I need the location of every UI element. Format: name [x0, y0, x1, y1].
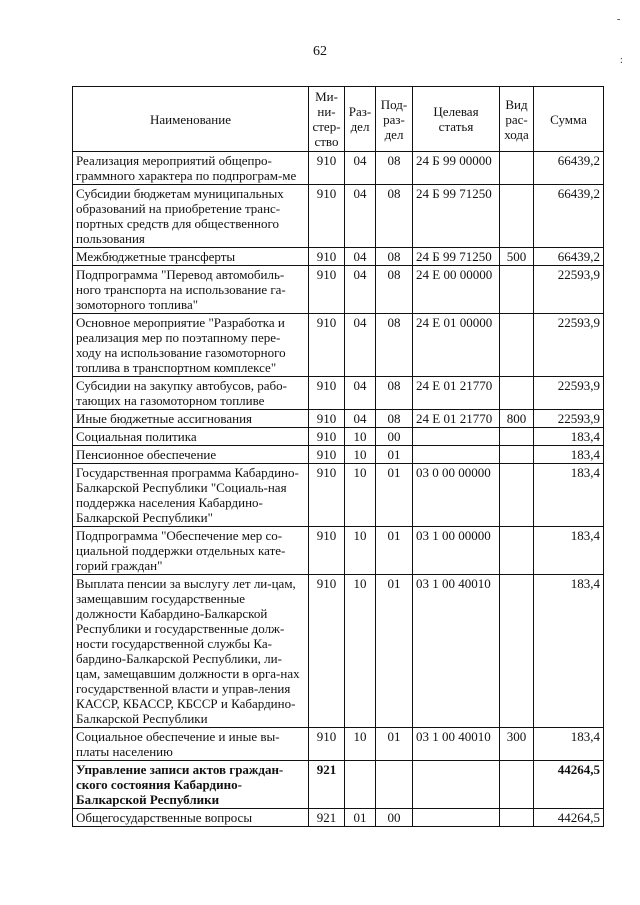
cell-subsection: 01 — [376, 446, 413, 464]
cell-target — [413, 809, 500, 827]
header-row — [73, 87, 604, 152]
header-target: Целевая статья — [413, 87, 500, 152]
cell-amount: 66439,2 — [534, 185, 604, 248]
cell-name: Государственная программа Кабардино-Балкарской Республики "Социаль-ная поддержка населения Кабардино-Балкарской Республики" — [73, 464, 309, 527]
cell-subsection: 01 — [376, 527, 413, 575]
cell-ministry: 910 — [309, 152, 345, 185]
cell-expense-type — [500, 185, 534, 248]
cell-section: 10 — [345, 446, 376, 464]
table-row — [73, 809, 604, 827]
cell-amount: 44264,5 — [534, 809, 604, 827]
cell-subsection: 00 — [376, 809, 413, 827]
cell-name: Социальная политика — [73, 428, 309, 446]
cell-name: Общегосударственные вопросы — [73, 809, 309, 827]
cell-name: Выплата пенсии за выслугу лет ли-цам, замещавшим государственные должности Кабардино-Балкарской Республики и государственные долж-ности государственной службы Ка-бардино-Балкарской Республики, ли-цам, замещавшим должности в орга-нах государственной власти и управ-ления КАССР, КБАССР, КБССР и Кабардино-Балкарской Республики — [73, 575, 309, 728]
cell-target: 03 1 00 40010 — [413, 575, 500, 728]
cell-amount: 22593,9 — [534, 377, 604, 410]
header-section: Раз-дел — [345, 87, 376, 152]
cell-amount: 183,4 — [534, 527, 604, 575]
cell-name: Реализация мероприятий общепро-граммного характера по подпрограм-ме — [73, 152, 309, 185]
cell-section — [345, 761, 376, 809]
cell-name: Субсидии бюджетам муниципальных образований на приобретение транс-портных средств для общественного пользования — [73, 185, 309, 248]
cell-subsection: 01 — [376, 464, 413, 527]
cell-name: Иные бюджетные ассигнования — [73, 410, 309, 428]
cell-expense-type — [500, 464, 534, 527]
cell-amount: 183,4 — [534, 464, 604, 527]
cell-target: 03 0 00 00000 — [413, 464, 500, 527]
cell-subsection: 08 — [376, 152, 413, 185]
header-amount: Сумма — [534, 87, 604, 152]
cell-name: Субсидии на закупку автобусов, рабо-тающих на газомоторном топливе — [73, 377, 309, 410]
cell-ministry: 910 — [309, 428, 345, 446]
cell-target — [413, 446, 500, 464]
cell-section: 10 — [345, 527, 376, 575]
cell-amount: 183,4 — [534, 575, 604, 728]
cell-section: 10 — [345, 464, 376, 527]
cell-section: 10 — [345, 728, 376, 761]
cell-subsection: 01 — [376, 728, 413, 761]
cell-amount: 183,4 — [534, 728, 604, 761]
cell-amount: 22593,9 — [534, 266, 604, 314]
cell-subsection: 08 — [376, 377, 413, 410]
cell-ministry: 910 — [309, 185, 345, 248]
cell-ministry: 910 — [309, 575, 345, 728]
cell-expense-type: 800 — [500, 410, 534, 428]
cell-amount: 183,4 — [534, 428, 604, 446]
page-number: 62 — [313, 44, 327, 59]
table-row — [73, 266, 604, 314]
table-row — [73, 527, 604, 575]
cell-subsection: 01 — [376, 575, 413, 728]
cell-ministry: 910 — [309, 527, 345, 575]
cell-target: 24 Б 99 00000 — [413, 152, 500, 185]
cell-ministry: 921 — [309, 761, 345, 809]
cell-expense-type — [500, 377, 534, 410]
cell-expense-type — [500, 527, 534, 575]
cell-subsection: 08 — [376, 248, 413, 266]
cell-amount: 183,4 — [534, 446, 604, 464]
table-row — [73, 152, 604, 185]
cell-name: Подпрограмма "Перевод автомобиль-ного транспорта на использование га-зомоторного топлива" — [73, 266, 309, 314]
header-name: Наименование — [73, 87, 309, 152]
cell-ministry: 910 — [309, 728, 345, 761]
cell-ministry: 910 — [309, 410, 345, 428]
cell-subsection — [376, 761, 413, 809]
table-row — [73, 446, 604, 464]
cell-expense-type — [500, 428, 534, 446]
cell-expense-type — [500, 266, 534, 314]
cell-ministry: 910 — [309, 377, 345, 410]
table-row — [73, 428, 604, 446]
cell-name: Подпрограмма "Обеспечение мер со-циальной поддержки отдельных кате-горий граждан" — [73, 527, 309, 575]
cell-target: 24 Б 99 71250 — [413, 248, 500, 266]
table-row — [73, 410, 604, 428]
table-row — [73, 314, 604, 377]
cell-subsection: 08 — [376, 314, 413, 377]
cell-section: 01 — [345, 809, 376, 827]
cell-ministry: 921 — [309, 809, 345, 827]
table-row — [73, 464, 604, 527]
cell-subsection: 00 — [376, 428, 413, 446]
table-row — [73, 728, 604, 761]
cell-name: Основное мероприятие "Разработка и реализация мер по поэтапному пере-ходу на использование газомоторного топлива в транспортном комплексе" — [73, 314, 309, 377]
cell-section: 04 — [345, 248, 376, 266]
cell-amount: 22593,9 — [534, 410, 604, 428]
table-body — [73, 152, 604, 827]
cell-section: 04 — [345, 185, 376, 248]
corner-mark-mid: : — [620, 55, 623, 66]
cell-section: 04 — [345, 377, 376, 410]
cell-target: 24 Е 01 00000 — [413, 314, 500, 377]
cell-target: 03 1 00 00000 — [413, 527, 500, 575]
cell-target: 24 Е 01 21770 — [413, 377, 500, 410]
table-row — [73, 185, 604, 248]
cell-section: 04 — [345, 314, 376, 377]
cell-expense-type — [500, 761, 534, 809]
corner-mark-top: - — [617, 14, 621, 25]
cell-subsection: 08 — [376, 266, 413, 314]
cell-ministry: 910 — [309, 314, 345, 377]
cell-ministry: 910 — [309, 464, 345, 527]
cell-target: 03 1 00 40010 — [413, 728, 500, 761]
cell-expense-type — [500, 152, 534, 185]
cell-section: 10 — [345, 428, 376, 446]
header-ministry: Ми-ни-стер-ство — [309, 87, 345, 152]
cell-subsection: 08 — [376, 410, 413, 428]
cell-target — [413, 761, 500, 809]
cell-target — [413, 428, 500, 446]
cell-expense-type — [500, 446, 534, 464]
cell-amount: 44264,5 — [534, 761, 604, 809]
table-row — [73, 761, 604, 809]
cell-section: 10 — [345, 575, 376, 728]
cell-name: Межбюджетные трансферты — [73, 248, 309, 266]
cell-expense-type — [500, 314, 534, 377]
cell-target: 24 Б 99 71250 — [413, 185, 500, 248]
table-row — [73, 248, 604, 266]
cell-section: 04 — [345, 410, 376, 428]
cell-amount: 66439,2 — [534, 152, 604, 185]
cell-subsection: 08 — [376, 185, 413, 248]
header-expense-type: Вид рас-хода — [500, 87, 534, 152]
cell-expense-type — [500, 575, 534, 728]
table-row — [73, 575, 604, 728]
cell-target: 24 Е 00 00000 — [413, 266, 500, 314]
cell-amount: 66439,2 — [534, 248, 604, 266]
cell-target: 24 Е 01 21770 — [413, 410, 500, 428]
budget-table — [72, 86, 604, 827]
cell-name: Социальное обеспечение и иные вы-платы населению — [73, 728, 309, 761]
cell-expense-type: 300 — [500, 728, 534, 761]
cell-ministry: 910 — [309, 266, 345, 314]
cell-section: 04 — [345, 266, 376, 314]
cell-section: 04 — [345, 152, 376, 185]
table-row — [73, 377, 604, 410]
cell-amount: 22593,9 — [534, 314, 604, 377]
cell-name: Управление записи актов граждан-ского состояния Кабардино-Балкарской Республики — [73, 761, 309, 809]
cell-expense-type — [500, 809, 534, 827]
cell-ministry: 910 — [309, 248, 345, 266]
header-subsection: Под-раз-дел — [376, 87, 413, 152]
cell-expense-type: 500 — [500, 248, 534, 266]
cell-name: Пенсионное обеспечение — [73, 446, 309, 464]
cell-ministry: 910 — [309, 446, 345, 464]
